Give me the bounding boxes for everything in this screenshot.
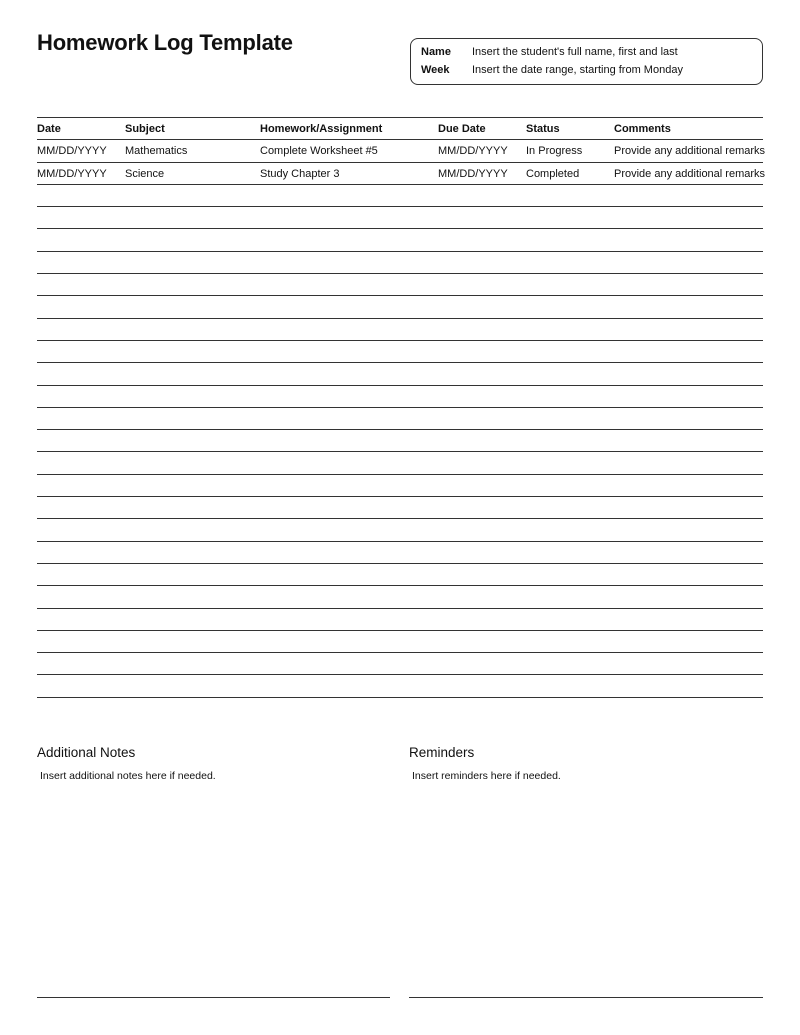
empty-table-row[interactable]	[37, 252, 763, 274]
name-label: Name	[421, 46, 451, 58]
notes-heading: Additional Notes	[37, 745, 136, 760]
header-status: Status	[526, 123, 560, 135]
table-row[interactable]	[37, 140, 766, 162]
page-title: Homework Log Template	[37, 30, 293, 55]
homework-log-table	[37, 117, 766, 698]
cell-due-date[interactable]: MM/DD/YYYY	[438, 145, 508, 158]
empty-table-row[interactable]	[37, 363, 763, 385]
empty-table-row[interactable]	[37, 609, 763, 631]
student-info-box	[410, 38, 763, 85]
cell-homework[interactable]: Study Chapter 3	[260, 167, 340, 180]
empty-table-row[interactable]	[37, 675, 763, 697]
header-date: Date	[37, 123, 61, 135]
reminders-field[interactable]: Insert reminders here if needed.	[412, 770, 561, 782]
empty-table-row[interactable]	[37, 542, 763, 564]
cell-due-date[interactable]: MM/DD/YYYY	[438, 167, 508, 180]
cell-subject[interactable]: Mathematics	[125, 145, 188, 158]
cell-status[interactable]: Completed	[526, 167, 580, 180]
empty-table-row[interactable]	[37, 274, 763, 296]
notes-field[interactable]: Insert additional notes here if needed.	[40, 770, 216, 782]
notes-bottom-rule	[37, 997, 390, 998]
empty-table-row[interactable]	[37, 229, 763, 251]
empty-table-row[interactable]	[37, 341, 763, 363]
empty-table-row[interactable]	[37, 564, 763, 586]
week-row	[411, 62, 762, 80]
empty-table-row[interactable]	[37, 653, 763, 675]
cell-homework[interactable]: Complete Worksheet #5	[260, 145, 378, 158]
table-row[interactable]	[37, 163, 766, 185]
cell-comments[interactable]: Provide any additional remarks	[614, 145, 766, 158]
empty-table-row[interactable]	[37, 207, 763, 229]
empty-table-row[interactable]	[37, 497, 763, 519]
cell-date[interactable]: MM/DD/YYYY	[37, 167, 107, 180]
empty-table-row[interactable]	[37, 452, 763, 474]
empty-table-row[interactable]	[37, 296, 763, 318]
header-due-date: Due Date	[438, 123, 486, 135]
name-field[interactable]: Insert the student's full name, first and last	[472, 46, 678, 58]
cell-comments[interactable]: Provide any additional remarks	[614, 167, 766, 180]
empty-table-row[interactable]	[37, 586, 763, 608]
table-header-row	[37, 118, 763, 140]
name-row	[411, 44, 762, 62]
cell-subject[interactable]: Science	[125, 167, 165, 180]
reminders-bottom-rule	[409, 997, 763, 998]
empty-table-row[interactable]	[37, 519, 763, 541]
empty-table-row[interactable]	[37, 408, 763, 430]
cell-date[interactable]: MM/DD/YYYY	[37, 145, 107, 158]
empty-table-row[interactable]	[37, 430, 763, 452]
week-field[interactable]: Insert the date range, starting from Monday	[472, 64, 683, 76]
empty-table-row[interactable]	[37, 319, 763, 341]
empty-table-row[interactable]	[37, 631, 763, 653]
empty-table-row[interactable]	[37, 185, 763, 207]
empty-table-row[interactable]	[37, 386, 763, 408]
header-comments: Comments	[614, 123, 671, 135]
header-homework: Homework/Assignment	[260, 123, 383, 135]
header-subject: Subject	[125, 123, 165, 135]
empty-table-row[interactable]	[37, 475, 763, 497]
week-label: Week	[421, 64, 450, 76]
cell-status[interactable]: In Progress	[526, 145, 583, 158]
reminders-heading: Reminders	[409, 745, 475, 760]
